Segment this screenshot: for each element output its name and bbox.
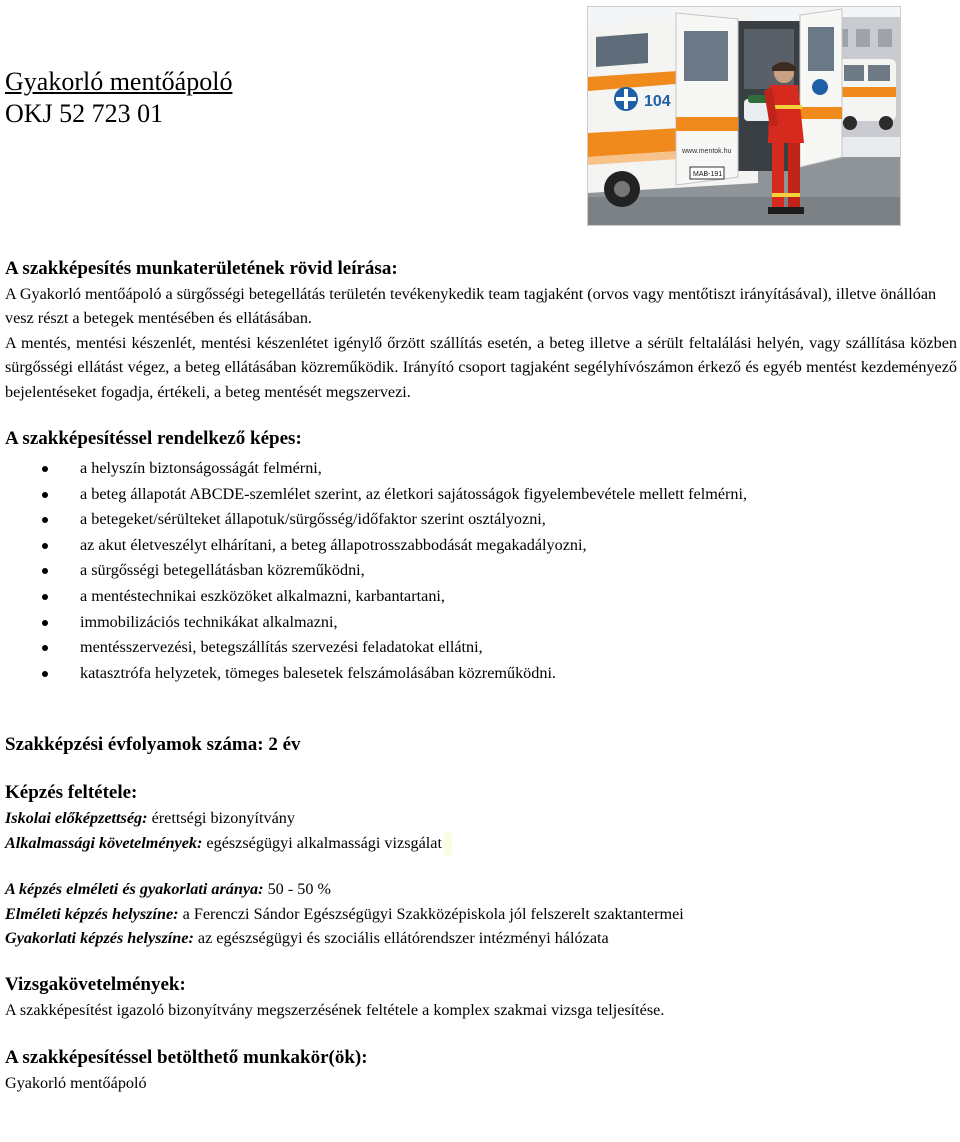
list-item: a sürgősségi betegellátásban közreműködni,: [5, 558, 957, 584]
ratio-value: 50 - 50 %: [263, 880, 331, 899]
page-title: Gyakorló mentőápoló: [5, 67, 233, 96]
bullet-icon: [42, 543, 48, 549]
practice-value: az egészségügyi és szociális ellátórendszer intézményi hálózata: [193, 929, 609, 947]
domain-text: www.mentok.hu: [682, 148, 732, 155]
section-heading-abilities: A szakképesítéssel rendelkező képes:: [5, 428, 302, 450]
abilities-list: [5, 456, 957, 686]
training-ratio: [5, 877, 957, 901]
fitness-label: Alkalmassági követelmények:: [5, 833, 203, 852]
practice-label: Gyakorlati képzés helyszíne:: [5, 929, 194, 947]
list-item: a helyszín biztonságosságát felmérni,: [5, 456, 957, 482]
list-item: a mentéstechnikai eszközöket alkalmazni, karbantartani,: [5, 584, 957, 610]
section-heading-exam: Vizsgakövetelmények:: [5, 974, 186, 996]
bullet-icon: [42, 492, 48, 498]
theory-location: [5, 902, 957, 926]
school-requirement: [5, 806, 957, 830]
title-block: [5, 66, 232, 130]
description-paragraph-2: A mentés, mentési készenlét, mentési készenlétet igénylő őrzött szállítás esetén, a beteg illetve a sérült feltalálási helyén, vagy szállítása közben sürgősségi ellátást végez, a beteg ellátásában közreműködik. Irányító csoport tagjaként segélyhívószámon érkező és egyéb mentést kezdeményező bejelentéseket fogadja, értékeli, a beteg mentését megszervezi.: [5, 333, 957, 401]
fitness-requirement: [5, 831, 957, 855]
bullet-icon: [42, 517, 48, 523]
list-item: a beteg állapotát ABCDE-szemlélet szerint, az életkori sajátosságok figyelembevétele mellett felmérni,: [5, 482, 957, 508]
section-heading-jobs: A szakképesítéssel betölthető munkakör(ök):: [5, 1046, 368, 1068]
list-item: immobilizációs technikákat alkalmazni,: [5, 610, 957, 636]
ambulance-photo: [587, 6, 901, 226]
theory-label: Elméleti képzés helyszíne:: [5, 904, 179, 923]
section-heading-conditions: Képzés feltétele:: [5, 782, 138, 804]
ambulance-illustration: [588, 7, 900, 225]
bullet-icon: [42, 645, 48, 651]
bullet-icon: [42, 671, 48, 677]
school-value: érettségi bizonyítvány: [147, 809, 295, 828]
document-body: [5, 256, 957, 1095]
list-item: mentésszervezési, betegszállítás szervezési feladatokat ellátni,: [5, 635, 957, 661]
okj-code: OKJ 52 723 01: [5, 99, 164, 128]
list-item: katasztrófa helyzetek, tömeges balesetek felszámolásában közreműködni.: [5, 661, 957, 687]
list-item: az akut életveszélyt elhárítani, a beteg állapotrosszabbodását megakadályozni,: [5, 533, 957, 559]
highlight-mark: [444, 833, 452, 855]
bullet-icon: [42, 466, 48, 472]
bullet-icon: [42, 620, 48, 626]
practice-location: [5, 926, 957, 950]
ratio-label: A képzés elméleti és gyakorlati aránya:: [5, 880, 264, 899]
list-item: a betegeket/sérülteket állapotuk/sürgősség/időfaktor szerint osztályozni,: [5, 507, 957, 533]
school-label: Iskolai előképzettség:: [5, 809, 148, 828]
jobs-text: Gyakorló mentőápoló: [5, 1073, 147, 1092]
license-plate: MAB-191: [693, 171, 723, 178]
vehicle-number: 104: [644, 93, 671, 110]
section-heading-description: A szakképesítés munkaterületének rövid leírása:: [5, 258, 398, 279]
bullet-icon: [42, 594, 48, 600]
description-paragraph-1: A Gyakorló mentőápoló a sürgősségi betegellátás területén tevékenykedik team tagjaként (orvos vagy mentőtiszt irányításával), illetve önállóan vesz részt a betegek mentésében és ellátásában.: [5, 285, 937, 328]
theory-value: a Ferenczi Sándor Egészségügyi Szakközépiskola jól felszerelt szaktantermei: [178, 904, 684, 923]
section-heading-years: Szakképzési évfolyamok száma: 2 év: [5, 734, 301, 756]
exam-text: A szakképesítést igazoló bizonyítvány megszerzésének feltétele a komplex szakmai vizsga teljesítése.: [5, 1001, 665, 1020]
bullet-icon: [42, 568, 48, 574]
fitness-value: egészségügyi alkalmassági vizsgálat: [202, 833, 442, 852]
